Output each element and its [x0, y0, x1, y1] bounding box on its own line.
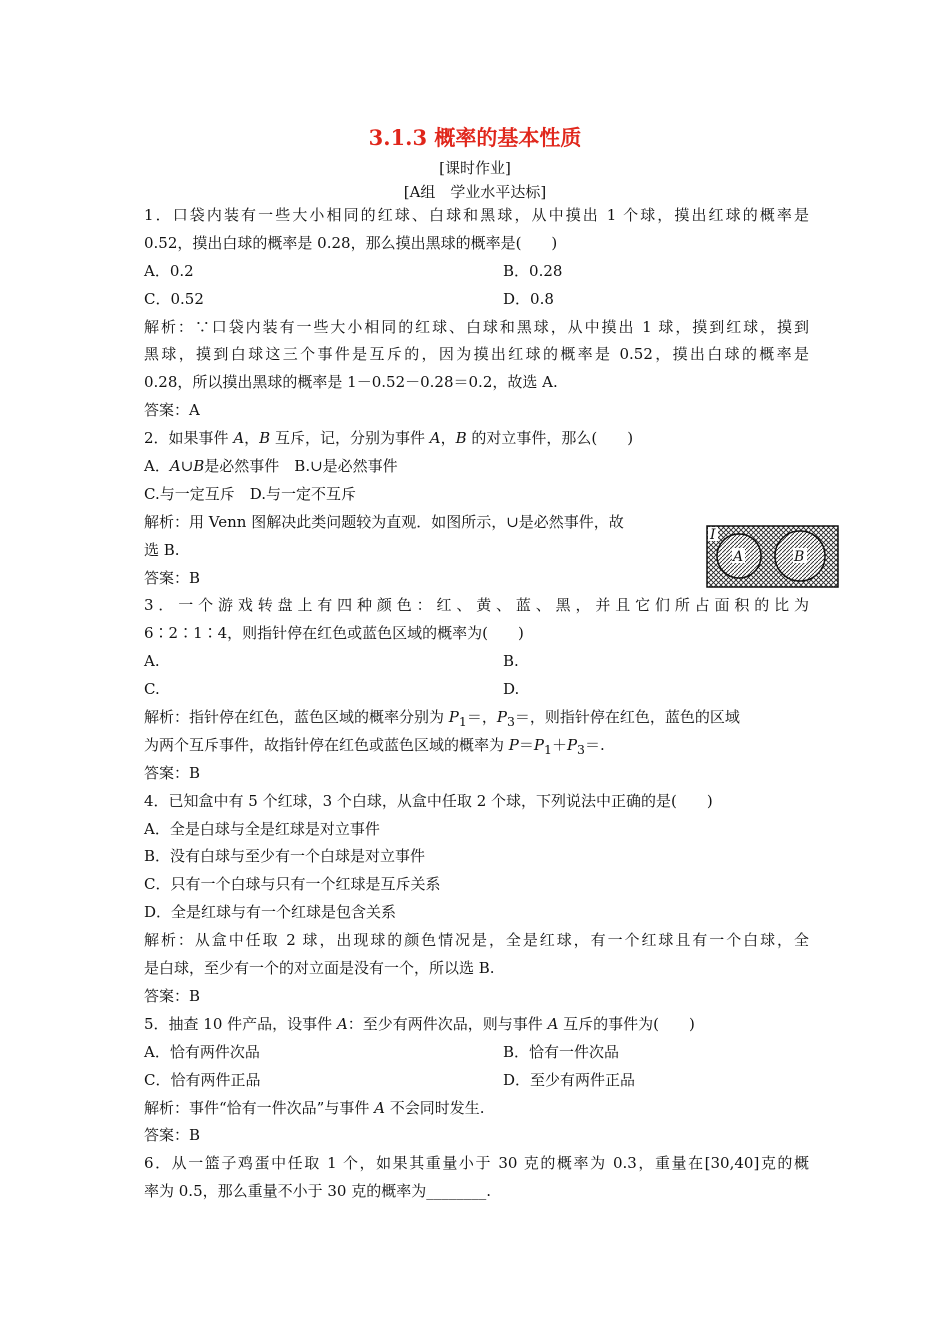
q3-options-ab	[144, 648, 809, 676]
q1-option-c: C．0.52	[144, 289, 204, 308]
q5-stem: 5．抽查 10 件产品，设事件 A：至少有两件次品，则与事件 A 互斥的事件为( )	[144, 1014, 695, 1033]
q5-options-ab	[144, 1039, 809, 1067]
q1-option-d: D．0.8	[503, 289, 554, 308]
q3-stem-line2: 6∶2∶1∶4，则指针停在红色或蓝色区域的概率为( )	[144, 624, 524, 643]
q1-options-ab	[144, 258, 809, 286]
q5-option-b: B．恰有一件次品	[503, 1042, 620, 1061]
q5-option-a: A．恰有两件次品	[144, 1042, 260, 1061]
q3-option-d: D.	[503, 680, 520, 699]
q1-option-b: B．0.28	[503, 261, 563, 280]
q5-options-cd	[144, 1067, 809, 1095]
venn-diagram	[706, 525, 839, 588]
q2-options-cd: C.与一定互斥 D.与一定不互斥	[144, 484, 356, 503]
q6-stem-line1: 6．从一篮子鸡蛋中任取 1 个，如果其重量小于 30 克的概率为 0.3，重量在[30,40]克的概	[144, 1154, 809, 1173]
q2-options-ab: A．A∪B是必然事件 B.∪是必然事件	[144, 457, 398, 476]
q1-answer: 答案：A	[144, 401, 200, 420]
q3-option-b: B.	[503, 652, 519, 671]
q2-answer: 答案：B	[144, 568, 201, 587]
page-title: 3.1.3 概率的基本性质	[368, 125, 582, 150]
q4-solution-line1: 解析：从盒中任取 2 球，出现球的颜色情况是，全是红球，有一个红球且有一个白球，全	[144, 931, 809, 950]
q1-option-a: A．0.2	[144, 261, 194, 280]
q4-option-a: A．全是白球与全是红球是对立事件	[144, 819, 380, 838]
q4-option-d: D．全是红球与有一个红球是包含关系	[144, 903, 397, 922]
q3-option-a: A.	[144, 652, 160, 671]
q1-solution-line3: 0.28，所以摸出黑球的概率是 1－0.52－0.28＝0.2，故选 A.	[144, 373, 558, 392]
q3-options-cd	[144, 676, 809, 704]
q2-solution-line2: 选 B.	[144, 540, 180, 559]
exercise-content	[144, 202, 809, 1206]
q1-solution-line2: 黑球，摸到白球这三个事件是互斥的，因为摸出红球的概率是 0.52，摸出白球的概率是	[144, 345, 809, 364]
q1-stem-line2: 0.52，摸出白球的概率是 0.28，那么摸出黑球的概率是( )	[144, 233, 558, 252]
q2-stem: 2．如果事件 A，B 互斥，记，分别为事件 A，B 的对立事件，那么( )	[144, 429, 634, 448]
q5-option-d: D．至少有两件正品	[503, 1070, 636, 1089]
q1-options-cd	[144, 286, 809, 314]
set-a-label: A	[733, 549, 744, 565]
q4-option-c: C．只有一个白球与只有一个红球是互斥关系	[144, 875, 441, 894]
q5-answer: 答案：B	[144, 1126, 201, 1145]
q3-answer: 答案：B	[144, 763, 201, 782]
section-label: [课时作业]	[439, 159, 511, 177]
q1-stem-line1: 1．口袋内装有一些大小相同的红球、白球和黑球，从中摸出 1 个球，摸出红球的概率是	[144, 206, 809, 224]
group-label: [A组 学业水平达标]	[403, 183, 547, 201]
q4-solution-line2: 是白球，至少有一个的对立面是没有一个，所以选 B.	[144, 959, 495, 978]
set-b-label: B	[794, 549, 805, 565]
q3-solution-line2: 为两个互斥事件，故指针停在红色或蓝色区域的概率为 $P=P_1+P_3=$.	[144, 735, 605, 757]
q4-option-b: B．没有白球与至少有一个白球是对立事件	[144, 847, 426, 866]
q4-stem: 4．已知盒中有 5 个红球，3 个白球，从盒中任取 2 个球，下列说法中正确的是( )	[144, 791, 713, 810]
q4-answer: 答案：B	[144, 986, 201, 1005]
q2-solution-line1: 解析：用 Venn 图解决此类问题较为直观．如图所示，∪是必然事件，故	[144, 512, 624, 531]
q3-option-c: C.	[144, 680, 160, 699]
q3-stem-line1: 3．一个游戏转盘上有四种颜色：红、黄、蓝、黑，并且它们所占面积的比为	[144, 596, 809, 615]
q6-stem-line2: 率为 0.5，那么重量不小于 30 克的概率为________.	[144, 1182, 492, 1201]
q5-solution: 解析：事件“恰有一件次品”与事件 A 不会同时发生.	[144, 1098, 485, 1117]
q5-option-c: C．恰有两件正品	[144, 1070, 261, 1089]
q3-solution-line1: 解析：指针停在红色，蓝色区域的概率分别为 $P_1=$，$P_3=$，则指针停在红色，蓝色的区域	[144, 708, 740, 730]
set-i-label: I	[710, 527, 716, 543]
q1-solution-line1: 解析：∵口袋内装有一些大小相同的红球、白球和黑球，从中摸出 1 球，摸到红球，摸到	[144, 317, 809, 336]
